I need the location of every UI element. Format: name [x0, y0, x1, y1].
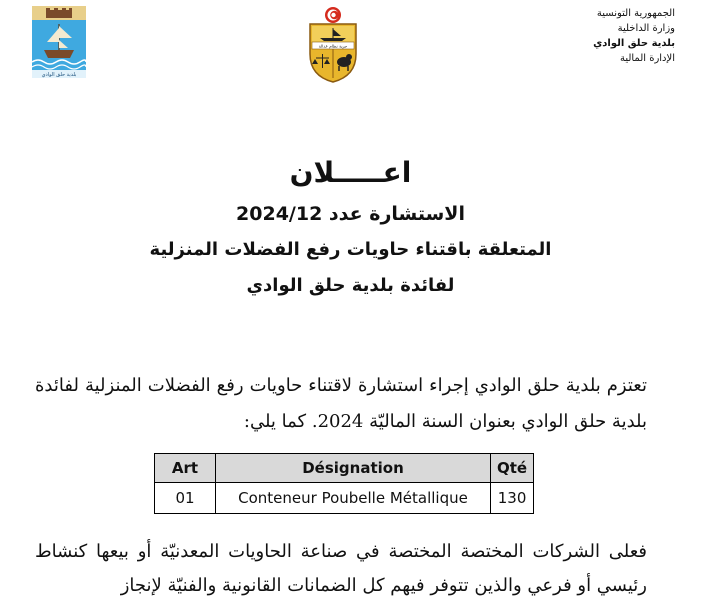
header-republic: الجمهورية التونسية: [596, 8, 675, 19]
cell-art: 01: [155, 483, 216, 514]
consultation-subject: المتعلقة باقتناء حاويات رفع الفضلات المنزلية: [149, 239, 552, 260]
consultation-number: الاستشارة عدد 2024/12: [236, 203, 465, 225]
header-department: الإدارة المالية: [619, 53, 675, 64]
municipal-logo-caption: بلدية حلق الوادي: [41, 72, 77, 78]
column-header-art: Art: [155, 454, 216, 483]
administrative-header: [535, 6, 675, 66]
coat-of-arms-motto: حرية نظام عدالة: [318, 43, 348, 49]
eligibility-paragraph: فعلى الشركات المختصة المختصة في صناعة الحاويات المعدنيّة أو بيعها كنشاط رئيسي أو فرعي والذين تتوفر فيهم كل الضمانات القانونية والفنيّة لإنجاز: [35, 541, 647, 596]
items-table: [154, 453, 534, 514]
header-ministry: وزارة الداخلية: [617, 23, 675, 34]
cell-designation: Conteneur Poubelle Métallique: [216, 483, 491, 514]
table-header-row: [155, 454, 534, 483]
header-municipality: بلدية حلق الوادي: [593, 38, 675, 49]
cell-quantity: 130: [491, 483, 534, 514]
announcement-title-block: [0, 150, 701, 304]
municipal-logo: [32, 6, 86, 78]
column-header-designation: Désignation: [216, 454, 491, 483]
announcement-title: اعـــــلان: [289, 156, 412, 189]
column-header-quantity: Qté: [491, 454, 534, 483]
intro-paragraph: تعتزم بلدية حلق الوادي إجراء استشارة لاقتناء حاويات رفع الفضلات المنزلية لفائدة بلدية حلق الوادي بعنوان السنة الماليّة 2024. كما يلي:: [35, 375, 647, 432]
consultation-beneficiary: لفائدة بلدية حلق الوادي: [246, 275, 455, 296]
coat-of-arms-emblem: [302, 6, 364, 84]
table-row: [155, 483, 534, 514]
